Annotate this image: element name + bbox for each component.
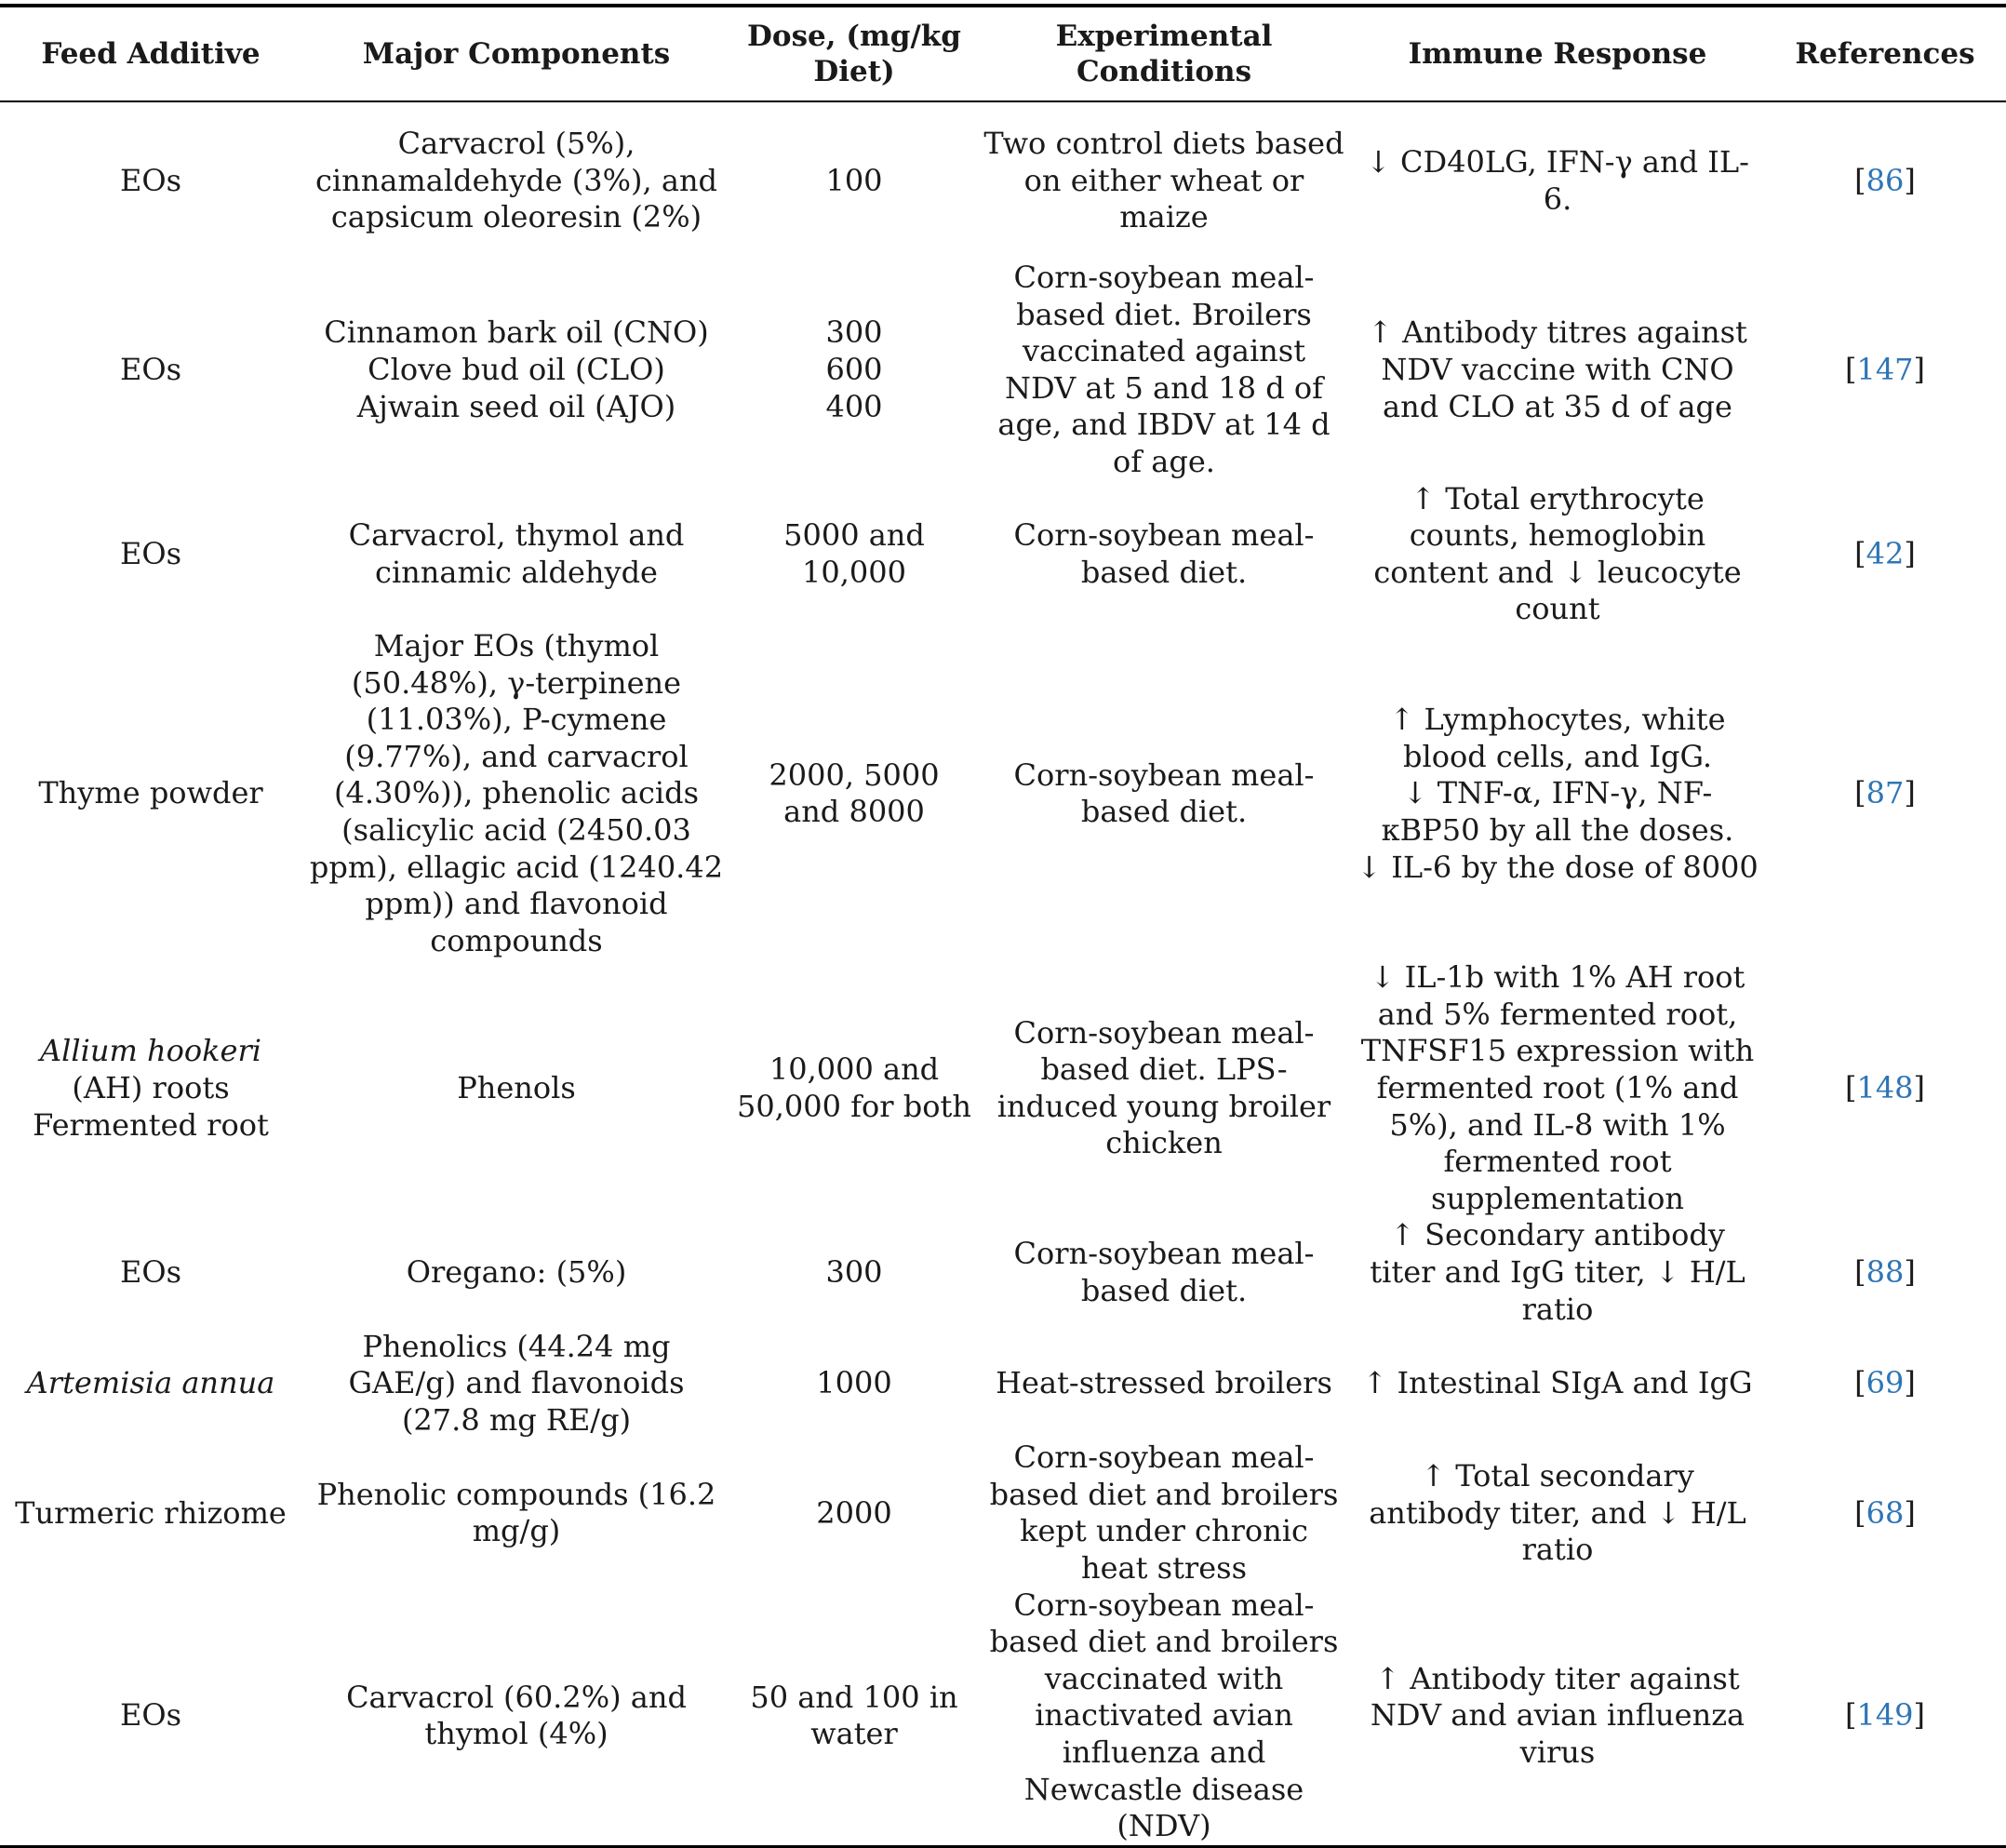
cell-immune-response: ↓ CD40LG, IFN-γ and IL-6. [1366, 143, 1749, 217]
cell-major-components: Oregano: (5%) [406, 1254, 627, 1291]
header-immune-response: Immune Response [1408, 37, 1707, 71]
cell-reference: [88] [1854, 1254, 1916, 1291]
cell-dose: 10,000 and 50,000 for both [737, 1051, 971, 1124]
reference-link[interactable]: 87 [1866, 775, 1905, 811]
table-row [0, 101, 2006, 260]
cell-feed-additive: Artemisia annua [26, 1365, 275, 1401]
cell-dose: 50 and 100 in water [750, 1679, 958, 1752]
cell-feed-additive: Allium hookeri (AH) roots Fermented root [33, 1033, 269, 1143]
cell-feed-additive: EOs [119, 1254, 181, 1291]
table-row [0, 260, 2006, 481]
header-dose-line1: Dose, (mg/kg [747, 20, 961, 53]
header-conditions-line1: Experimental [1055, 20, 1273, 53]
cell-experimental-conditions: Corn-soybean meal-based diet. LPS-induced young broiler chicken [996, 1014, 1331, 1161]
header-row [0, 6, 2006, 101]
feed-additive-table [0, 4, 2006, 1848]
cell-feed-additive: EOs [119, 1697, 181, 1734]
cell-immune-response: ↑ Total secondary antibody titer, and ↓ H/L ratio [1369, 1458, 1746, 1568]
cell-feed-additive: EOs [119, 162, 181, 198]
cell-experimental-conditions: Corn-soybean meal-based diet. [1013, 757, 1315, 830]
cell-reference: [68] [1854, 1494, 1916, 1531]
header-references: References [1795, 37, 1975, 71]
reference-link[interactable]: 149 [1856, 1697, 1914, 1734]
cell-experimental-conditions: Two control diets based on either wheat or maize [983, 126, 1344, 235]
cell-major-components: Phenols [457, 1070, 576, 1106]
cell-reference: [147] [1844, 351, 1926, 387]
cell-major-components: Major EOs (thymol (50.48%), γ-terpinene (11.03%), P-cymene (9.77%), and carvacrol (4.30%)), phenolic acids (salicylic acid (2450.03 ppm), ellagic acid (1240.42 ppm)) and flavonoid compounds [309, 627, 724, 958]
table-row [0, 628, 2006, 959]
header-feed-additive: Feed Additive [41, 37, 261, 71]
reference-link[interactable]: 69 [1866, 1365, 1905, 1401]
cell-experimental-conditions: Corn-soybean meal-based diet. Broilers vaccinated against NDV at 5 and 18 d of age, and IBDV at 14 d of age. [997, 260, 1331, 479]
table-row [0, 959, 2006, 1217]
cell-immune-response: ↑ Intestinal SIgA and IgG [1362, 1365, 1753, 1401]
reference-link[interactable]: 88 [1866, 1254, 1905, 1291]
cell-major-components: Carvacrol (60.2%) and thymol (4%) [346, 1679, 687, 1752]
cell-dose: 100 [825, 162, 883, 198]
cell-immune-response: ↑ Lymphocytes, white blood cells, and IgG. ↓ TNF-α, IFN-γ, NF-κBP50 by all the doses. ↓ IL-6 by the dose of 8000 [1357, 702, 1759, 885]
cell-reference: [87] [1854, 775, 1916, 811]
header-major-components: Major Components [362, 37, 671, 71]
cell-immune-response: ↑ Antibody titres against NDV vaccine with CNO and CLO at 35 d of age [1368, 315, 1747, 424]
cell-reference: [149] [1844, 1697, 1926, 1734]
cell-experimental-conditions: Heat-stressed broilers [996, 1365, 1332, 1401]
cell-major-components: Carvacrol (5%), cinnamaldehyde (3%), and capsicum oleoresin (2%) [314, 126, 718, 235]
reference-link[interactable]: 147 [1856, 351, 1914, 387]
header-dose [731, 6, 977, 101]
cell-major-components: Phenolic compounds (16.2 mg/g) [316, 1476, 716, 1549]
cell-immune-response: ↑ Antibody titer against NDV and avian influenza virus [1370, 1660, 1745, 1770]
cell-immune-response: ↑ Secondary antibody titer and IgG titer, ↓ H/L ratio [1370, 1217, 1745, 1327]
table-row [0, 1328, 2006, 1440]
table-row [0, 1217, 2006, 1328]
cell-major-components: Carvacrol, thymol and cinnamic aldehyde [348, 517, 685, 590]
cell-immune-response: ↓ IL-1b with 1% AH root and 5% fermented root, TNFSF15 expression with fermented root (1% and 5%), and IL-8 with 1% fermented root supplementation [1360, 959, 1755, 1216]
cell-experimental-conditions: Corn-soybean meal-based diet. [1013, 1236, 1315, 1308]
reference-link[interactable]: 68 [1866, 1494, 1905, 1531]
cell-immune-response: ↑ Total erythrocyte counts, hemoglobin content and ↓ leucocyte count [1373, 480, 1742, 627]
cell-dose: 300 [825, 1254, 883, 1291]
cell-feed-additive: EOs [119, 351, 181, 387]
cell-major-components: Phenolics (44.24 mg GAE/g) and flavonoids (27.8 mg RE/g) [348, 1328, 685, 1439]
cell-feed-additive: Turmeric rhizome [15, 1494, 287, 1531]
cell-dose: 2000 [816, 1494, 892, 1531]
cell-dose: 2000, 5000 and 8000 [769, 757, 940, 830]
cell-reference: [42] [1854, 535, 1916, 571]
reference-link[interactable]: 42 [1866, 535, 1905, 571]
cell-reference: [69] [1854, 1365, 1916, 1401]
cell-feed-additive: Thyme powder [38, 775, 263, 811]
cell-dose: 300 600 400 [825, 315, 883, 424]
cell-feed-additive: EOs [119, 535, 181, 571]
cell-dose: 1000 [816, 1365, 892, 1401]
header-experimental-conditions [977, 6, 1351, 101]
cell-reference: [86] [1854, 162, 1916, 198]
cell-dose: 5000 and 10,000 [783, 517, 925, 590]
header-conditions-line2: Conditions [1076, 55, 1252, 88]
cell-major-components: Cinnamon bark oil (CNO) Clove bud oil (CLO) Ajwain seed oil (AJO) [324, 315, 709, 424]
reference-link[interactable]: 148 [1856, 1070, 1914, 1106]
table-row [0, 481, 2006, 628]
cell-experimental-conditions: Corn-soybean meal-based diet and broilers kept under chronic heat stress [989, 1440, 1339, 1586]
header-dose-line2: Diet) [813, 55, 895, 88]
table-row [0, 1587, 2006, 1847]
cell-experimental-conditions: Corn-soybean meal-based diet and broilers vaccinated with inactivated avian influenza and Newcastle disease (NDV) [989, 1587, 1339, 1844]
table-row [0, 1440, 2006, 1587]
reference-link[interactable]: 86 [1866, 162, 1905, 198]
cell-reference: [148] [1844, 1070, 1926, 1106]
cell-experimental-conditions: Corn-soybean meal-based diet. [1013, 517, 1315, 590]
